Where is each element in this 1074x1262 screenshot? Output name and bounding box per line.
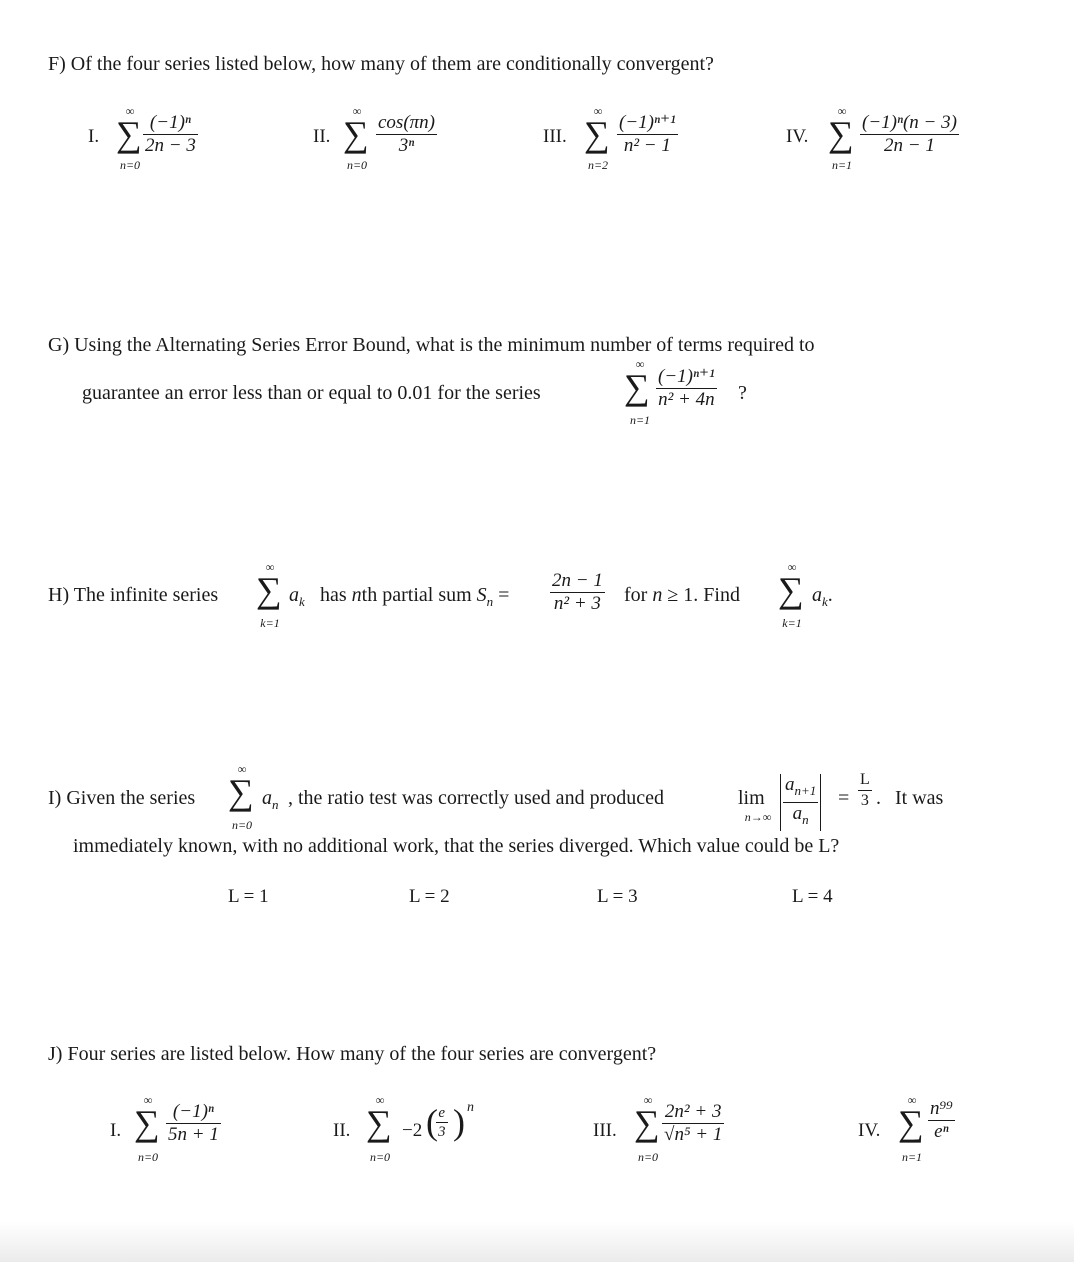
sum-upper: ∞	[643, 1093, 653, 1107]
denominator: 3ⁿ	[398, 135, 415, 156]
right-paren: )	[453, 1102, 465, 1142]
sigma-icon: ∑	[134, 1103, 160, 1143]
question-g-line1: G) Using the Alternating Series Error Bound, what is the minimum number of terms required to	[48, 334, 815, 356]
sigma-icon: ∑	[228, 772, 254, 812]
ratio-result-fraction	[858, 770, 872, 811]
numerator: L	[858, 770, 872, 791]
sum-upper: ∞	[907, 1093, 917, 1107]
partial-sum-fraction	[550, 570, 605, 615]
series-j4-fraction	[928, 1098, 955, 1143]
sigma-icon: ∑	[116, 114, 142, 154]
series-j4-label: IV.	[858, 1120, 881, 1141]
lim-subscript: n→∞	[744, 810, 772, 824]
text-partial-sum: th partial sum	[361, 584, 472, 606]
denominator: n² − 1	[623, 135, 671, 156]
period: .	[876, 787, 881, 809]
denominator: 5n + 1	[168, 1124, 219, 1145]
numerator: 2n − 1	[552, 570, 603, 591]
question-h-start: H) The infinite series	[48, 584, 219, 606]
series-j2-label: II.	[333, 1120, 351, 1141]
denominator: 2n − 3	[145, 135, 196, 156]
denominator: 3	[438, 1124, 446, 1140]
text-for-word: for	[624, 584, 648, 606]
sum-lower: n=2	[587, 158, 609, 172]
question-i-start: I) Given the series	[48, 787, 196, 809]
sigma-icon: ∑	[366, 1103, 392, 1143]
sum-upper: ∞	[837, 104, 847, 118]
sum-lower: n=1	[629, 413, 651, 427]
denominator: 3	[860, 792, 869, 809]
series-j3-label: III.	[593, 1120, 617, 1141]
denominator: n² + 3	[553, 593, 601, 614]
series-f3-label: III.	[543, 126, 567, 147]
question-g-line2: guarantee an error less than or equal to 0.01 for the series	[82, 382, 541, 404]
series-f3-fraction	[617, 112, 678, 157]
sigma-icon: ∑	[898, 1103, 924, 1143]
sigma-icon: ∑	[256, 570, 282, 610]
sum-lower: k=1	[782, 616, 802, 630]
sum-upper: ∞	[143, 1093, 153, 1107]
denominator: 2n − 1	[884, 135, 935, 156]
option-l-3[interactable]: L = 3	[597, 886, 638, 907]
sum-lower: n=1	[901, 1150, 923, 1164]
left-paren: (	[426, 1102, 438, 1142]
option-l-1[interactable]: L = 1	[228, 886, 269, 907]
exponent: n	[467, 1100, 474, 1115]
question-i-line2: immediately known, with no additional work, that the series diverged. Which value could be L?	[73, 835, 840, 857]
denominator: n² + 4n	[658, 389, 715, 410]
series-j1-fraction	[166, 1101, 221, 1146]
numerator: e	[436, 1104, 448, 1123]
sigma-icon: ∑	[778, 570, 804, 610]
sigma-icon: ∑	[343, 114, 369, 154]
sum-lower: n=0	[231, 818, 253, 832]
series-f4-fraction	[860, 112, 959, 157]
text-has-word: has	[320, 584, 347, 606]
series-f4-label: IV.	[786, 126, 809, 147]
sigma-icon: ∑	[828, 114, 854, 154]
numerator: 2n² + 3	[662, 1101, 724, 1124]
denominator-sqrt: √n⁵ + 1	[664, 1124, 723, 1145]
base-fraction	[436, 1104, 448, 1141]
sum-upper: ∞	[265, 560, 275, 574]
series-g-fraction	[656, 366, 717, 411]
sigma-icon: ∑	[634, 1103, 660, 1143]
series-j1-label: I.	[110, 1120, 122, 1141]
sigma-icon: ∑	[624, 367, 650, 407]
question-j: J) Four series are listed below. How many of the four series are convergent?	[48, 1043, 657, 1065]
denominator: eⁿ	[934, 1121, 949, 1142]
sigma-icon: ∑	[584, 114, 610, 154]
series-f1-label: I.	[88, 126, 100, 147]
sum-upper: ∞	[125, 104, 135, 118]
question-i-middle: , the ratio test was correctly used and produced	[288, 787, 664, 809]
series-f1-fraction	[143, 112, 198, 157]
bottom-fade	[0, 1222, 1074, 1262]
sum-upper: ∞	[237, 762, 247, 776]
numerator: (−1)ⁿ(n − 3)	[862, 112, 957, 133]
sum-upper: ∞	[375, 1093, 385, 1107]
question-f: F) Of the four series listed below, how many of them are conditionally convergent?	[48, 53, 714, 75]
term-a-k: $a_k$	[289, 584, 305, 609]
radicand: n⁵ + 1	[674, 1124, 723, 1145]
question-i-end: It was	[895, 787, 944, 809]
sum-upper: ∞	[787, 560, 797, 574]
sum-lower: n=0	[637, 1150, 659, 1164]
sum-lower: n=0	[346, 158, 368, 172]
numerator: cos(πn)	[378, 112, 435, 133]
numerator: (−1)ⁿ	[166, 1101, 221, 1124]
text-find: ≥ 1. Find	[667, 584, 740, 606]
sum-upper: ∞	[635, 357, 645, 371]
term-a-n: $a_n$	[262, 787, 279, 812]
series-f2-label: II.	[313, 126, 331, 147]
sum-lower: n=0	[369, 1150, 391, 1164]
sum-upper: ∞	[352, 104, 362, 118]
text-for: for n ≥ 1. Find	[624, 584, 740, 606]
coefficient: −2	[402, 1120, 423, 1141]
numerator: (−1)ⁿ⁺¹	[658, 366, 715, 387]
term-a: a	[289, 584, 299, 606]
sum-lower: n=0	[119, 158, 141, 172]
sum-lower: n=1	[831, 158, 853, 172]
equals-sign: =	[838, 787, 850, 809]
ratio-fraction	[780, 774, 821, 831]
option-l-4[interactable]: L = 4	[792, 886, 833, 907]
question-mark: ?	[738, 382, 747, 404]
numerator: n⁹⁹	[930, 1098, 953, 1119]
numerator: (−1)ⁿ	[143, 112, 198, 135]
ratio-numerator: $a_{n+1}$	[783, 774, 818, 803]
numerator: (−1)ⁿ⁺¹	[619, 112, 676, 133]
sum-lower: k=1	[260, 616, 280, 630]
ratio-denominator: $a_n$	[792, 802, 809, 827]
sum-lower: n=0	[137, 1150, 159, 1164]
option-l-2[interactable]: L = 2	[409, 886, 450, 907]
lim-word: lim	[738, 787, 765, 809]
sum-upper: ∞	[593, 104, 603, 118]
term-a-k-2: $a_k$.	[812, 584, 833, 609]
text-has: has nth partial sum $S_n$ =	[320, 584, 510, 609]
series-j3-fraction	[662, 1101, 724, 1146]
series-f2-fraction	[376, 112, 437, 157]
